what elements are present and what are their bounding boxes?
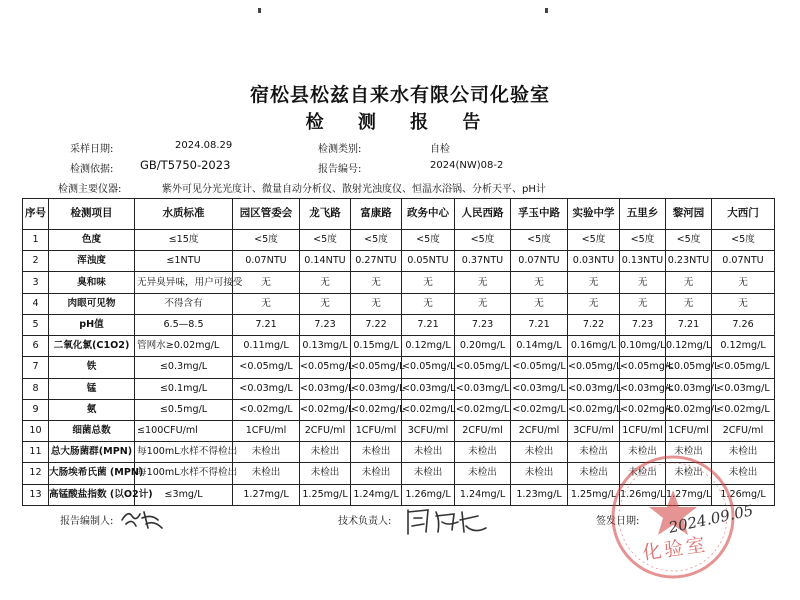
result-value: 0.12mg/L: [666, 336, 712, 357]
result-value: <0.03mg/L: [300, 378, 351, 399]
result-value: 0.14mg/L: [511, 336, 568, 357]
report-no: 2024(NW)08-2: [430, 160, 504, 171]
row-number: 5: [23, 314, 49, 335]
sample-date-label: 采样日期:: [70, 144, 114, 155]
result-value: <5度: [455, 230, 511, 251]
column-header: 龙飞路: [300, 199, 351, 230]
result-value: 1CFU/ml: [620, 420, 666, 441]
result-value: <0.03mg/L: [233, 378, 300, 399]
result-value: 0.16mg/L: [568, 336, 620, 357]
result-value: 未检出: [511, 442, 568, 463]
water-standard: 无异臭异味，用户可接受: [135, 272, 233, 293]
result-value: <0.03mg/L: [666, 378, 712, 399]
water-standard: 管网水≥0.02mg/L: [135, 336, 233, 357]
table-header-row: [23, 199, 775, 230]
result-value: 无: [511, 293, 568, 314]
result-value: 1.25mg/L: [568, 484, 620, 505]
result-value: 0.13mg/L: [300, 336, 351, 357]
result-value: 7.21: [233, 314, 300, 335]
table-row: [23, 314, 775, 335]
scan-mark: [258, 8, 261, 13]
result-value: 0.07NTU: [712, 251, 775, 272]
water-standard: ≤0.1mg/L: [135, 378, 233, 399]
result-value: <0.02mg/L: [351, 399, 402, 420]
result-value: 0.23NTU: [666, 251, 712, 272]
result-value: 2CFU/ml: [511, 420, 568, 441]
test-item: 总大肠菌群(MPN): [49, 442, 135, 463]
result-value: 未检出: [511, 463, 568, 484]
table-row: [23, 251, 775, 272]
compiler-signature: [118, 506, 168, 532]
result-value: 7.21: [402, 314, 455, 335]
result-value: <0.05mg/L: [300, 357, 351, 378]
instruments-label: 检测主要仪器:: [58, 184, 122, 195]
water-standard: ≤15度: [135, 230, 233, 251]
result-value: <0.02mg/L: [666, 399, 712, 420]
result-value: <0.05mg/L: [233, 357, 300, 378]
result-value: <5度: [402, 230, 455, 251]
result-value: 1.23mg/L: [511, 484, 568, 505]
result-value: 0.12mg/L: [402, 336, 455, 357]
result-value: 无: [402, 293, 455, 314]
result-value: <5度: [300, 230, 351, 251]
table-row: [23, 336, 775, 357]
result-value: 无: [233, 272, 300, 293]
row-number: 2: [23, 251, 49, 272]
result-value: 0.37NTU: [455, 251, 511, 272]
result-value: <0.02mg/L: [402, 399, 455, 420]
result-value: 未检出: [620, 463, 666, 484]
result-value: 无: [300, 272, 351, 293]
result-value: 0.15mg/L: [351, 336, 402, 357]
test-item: 臭和味: [49, 272, 135, 293]
result-value: <0.03mg/L: [402, 378, 455, 399]
result-value: <0.05mg/L: [351, 357, 402, 378]
result-value: 无: [568, 293, 620, 314]
column-header: 水质标准: [135, 199, 233, 230]
water-standard: ≤100CFU/ml: [135, 420, 233, 441]
result-value: 无: [666, 272, 712, 293]
result-value: 无: [511, 272, 568, 293]
result-value: 无: [351, 293, 402, 314]
result-value: 无: [666, 293, 712, 314]
row-number: 6: [23, 336, 49, 357]
column-header: 序号: [23, 199, 49, 230]
result-value: <0.02mg/L: [620, 399, 666, 420]
table-row: [23, 357, 775, 378]
result-value: 7.26: [712, 314, 775, 335]
test-item: 二氧化氯(C1O2): [49, 336, 135, 357]
result-value: 3CFU/ml: [402, 420, 455, 441]
result-value: 0.05NTU: [402, 251, 455, 272]
result-value: 0.14NTU: [300, 251, 351, 272]
result-value: 1.24mg/L: [455, 484, 511, 505]
result-value: <0.05mg/L: [620, 357, 666, 378]
result-value: <0.03mg/L: [568, 378, 620, 399]
result-value: <5度: [568, 230, 620, 251]
result-value: 0.03NTU: [568, 251, 620, 272]
table-row: [23, 230, 775, 251]
result-value: 0.11mg/L: [233, 336, 300, 357]
tech-lead-signature: [402, 504, 492, 538]
result-value: <0.02mg/L: [511, 399, 568, 420]
result-value: 0.13NTU: [620, 251, 666, 272]
result-value: 0.07NTU: [511, 251, 568, 272]
column-header: 政务中心: [402, 199, 455, 230]
result-value: 未检出: [666, 463, 712, 484]
result-value: 7.23: [620, 314, 666, 335]
result-value: 无: [568, 272, 620, 293]
result-value: 1.26mg/L: [712, 484, 775, 505]
result-value: <0.02mg/L: [568, 399, 620, 420]
column-header: 五里乡: [620, 199, 666, 230]
column-header: 实验中学: [568, 199, 620, 230]
result-value: 未检出: [351, 463, 402, 484]
compiler-label: 报告编制人:: [60, 516, 114, 527]
test-item: 铁: [49, 357, 135, 378]
instruments: 紫外可见分光光度计、微量自动分析仪、散射光浊度仪、恒温水浴锅、分析天平、pH计: [162, 184, 546, 195]
result-value: 0.12mg/L: [712, 336, 775, 357]
result-value: 7.23: [455, 314, 511, 335]
result-value: <5度: [511, 230, 568, 251]
stamp-text: 化验室: [640, 533, 710, 565]
result-value: <0.02mg/L: [233, 399, 300, 420]
row-number: 7: [23, 357, 49, 378]
result-value: 无: [712, 272, 775, 293]
result-value: 7.21: [666, 314, 712, 335]
result-value: 3CFU/ml: [568, 420, 620, 441]
test-type-label: 检测类别:: [318, 144, 362, 155]
result-value: 0.20mg/L: [455, 336, 511, 357]
basis: GB/T5750-2023: [140, 158, 231, 172]
row-number: 1: [23, 230, 49, 251]
row-number: 8: [23, 378, 49, 399]
result-value: <5度: [620, 230, 666, 251]
report-no-label: 报告编号:: [318, 164, 362, 175]
water-standard: ≤1NTU: [135, 251, 233, 272]
result-value: 1CFU/ml: [233, 420, 300, 441]
result-value: 1.24mg/L: [351, 484, 402, 505]
result-value: <0.03mg/L: [351, 378, 402, 399]
table-row: [23, 293, 775, 314]
test-item: 大肠埃希氏菌 (MPN): [49, 463, 135, 484]
result-value: 未检出: [666, 442, 712, 463]
column-header: 大西门: [712, 199, 775, 230]
result-value: <0.05mg/L: [511, 357, 568, 378]
result-value: 0.27NTU: [351, 251, 402, 272]
result-value: 1.25mg/L: [300, 484, 351, 505]
result-value: 0.07NTU: [233, 251, 300, 272]
result-value: 未检出: [402, 463, 455, 484]
result-value: 未检出: [620, 442, 666, 463]
row-number: 9: [23, 399, 49, 420]
result-value: <0.05mg/L: [712, 357, 775, 378]
column-header: 园区管委会: [233, 199, 300, 230]
table-row: [23, 272, 775, 293]
result-value: 2CFU/ml: [300, 420, 351, 441]
water-standard: ≤3mg/L: [135, 484, 233, 505]
column-header: 富康路: [351, 199, 402, 230]
result-value: 无: [351, 272, 402, 293]
result-value: 未检出: [712, 463, 775, 484]
result-value: 未检出: [712, 442, 775, 463]
sign-date-label: 签发日期:: [596, 516, 640, 527]
table-row: [23, 399, 775, 420]
basis-label: 检测依据:: [70, 164, 114, 175]
result-value: 7.22: [351, 314, 402, 335]
result-value: <5度: [351, 230, 402, 251]
result-value: <0.03mg/L: [712, 378, 775, 399]
table-row: [23, 378, 775, 399]
result-value: <0.05mg/L: [666, 357, 712, 378]
result-value: 未检出: [568, 442, 620, 463]
test-item: 细菌总数: [49, 420, 135, 441]
result-value: <0.02mg/L: [455, 399, 511, 420]
row-number: 11: [23, 442, 49, 463]
water-standard: 不得含有: [135, 293, 233, 314]
test-item: 高锰酸盐指数 (以O2计): [49, 484, 135, 505]
sample-date: 2024.08.29: [175, 140, 233, 151]
result-value: 1.27mg/L: [233, 484, 300, 505]
result-value: 2CFU/ml: [455, 420, 511, 441]
row-number: 10: [23, 420, 49, 441]
test-item: 锰: [49, 378, 135, 399]
report-title: 检 测 报 告: [305, 112, 495, 133]
row-number: 13: [23, 484, 49, 505]
result-value: <0.05mg/L: [402, 357, 455, 378]
column-header: 人民西路: [455, 199, 511, 230]
result-value: <0.05mg/L: [568, 357, 620, 378]
result-value: 无: [455, 272, 511, 293]
water-standard: 6.5—8.5: [135, 314, 233, 335]
result-value: 未检出: [568, 463, 620, 484]
result-value: 1CFU/ml: [351, 420, 402, 441]
test-item: 浑浊度: [49, 251, 135, 272]
water-standard: ≤0.3mg/L: [135, 357, 233, 378]
row-number: 12: [23, 463, 49, 484]
company-title: 宿松县松兹自来水有限公司化验室: [249, 84, 550, 106]
result-value: 无: [620, 293, 666, 314]
result-value: <0.02mg/L: [712, 399, 775, 420]
result-value: 未检出: [233, 442, 300, 463]
scan-mark: [545, 8, 548, 13]
tech-lead-label: 技术负责人:: [338, 516, 392, 527]
test-item: 肉眼可见物: [49, 293, 135, 314]
result-value: <0.02mg/L: [300, 399, 351, 420]
result-value: 0.10mg/L: [620, 336, 666, 357]
column-header: 黎河园: [666, 199, 712, 230]
test-type: 自检: [430, 144, 450, 155]
result-value: 未检出: [402, 442, 455, 463]
result-value: 无: [712, 293, 775, 314]
table-row: [23, 420, 775, 441]
result-value: 未检出: [455, 463, 511, 484]
result-value: 1CFU/ml: [666, 420, 712, 441]
result-value: 无: [455, 293, 511, 314]
result-value: 2CFU/ml: [712, 420, 775, 441]
result-value: 未检出: [300, 442, 351, 463]
water-standard: 每100mL水样不得检出: [135, 442, 233, 463]
water-standard: ≤0.5mg/L: [135, 399, 233, 420]
column-header: 检测项目: [49, 199, 135, 230]
test-item: 氨: [49, 399, 135, 420]
handwritten-sign-date: 2024.09.05: [667, 501, 755, 537]
result-value: <5度: [712, 230, 775, 251]
result-value: <0.03mg/L: [511, 378, 568, 399]
result-value: 未检出: [351, 442, 402, 463]
result-value: <5度: [233, 230, 300, 251]
result-value: 7.23: [300, 314, 351, 335]
test-item: pH值: [49, 314, 135, 335]
result-value: 未检出: [233, 463, 300, 484]
result-value: 无: [402, 272, 455, 293]
result-value: 未检出: [455, 442, 511, 463]
row-number: 4: [23, 293, 49, 314]
result-value: 7.21: [511, 314, 568, 335]
result-value: 7.22: [568, 314, 620, 335]
result-value: 1.26mg/L: [620, 484, 666, 505]
result-value: 1.26mg/L: [402, 484, 455, 505]
result-value: <0.05mg/L: [455, 357, 511, 378]
water-standard: 每100mL水样不得检出: [135, 463, 233, 484]
result-value: <0.03mg/L: [455, 378, 511, 399]
result-value: 未检出: [300, 463, 351, 484]
result-value: 1.27mg/L: [666, 484, 712, 505]
result-value: 无: [233, 293, 300, 314]
result-value: 无: [620, 272, 666, 293]
result-value: <5度: [666, 230, 712, 251]
row-number: 3: [23, 272, 49, 293]
result-value: <0.03mg/L: [620, 378, 666, 399]
column-header: 孚玉中路: [511, 199, 568, 230]
test-item: 色度: [49, 230, 135, 251]
result-value: 无: [300, 293, 351, 314]
